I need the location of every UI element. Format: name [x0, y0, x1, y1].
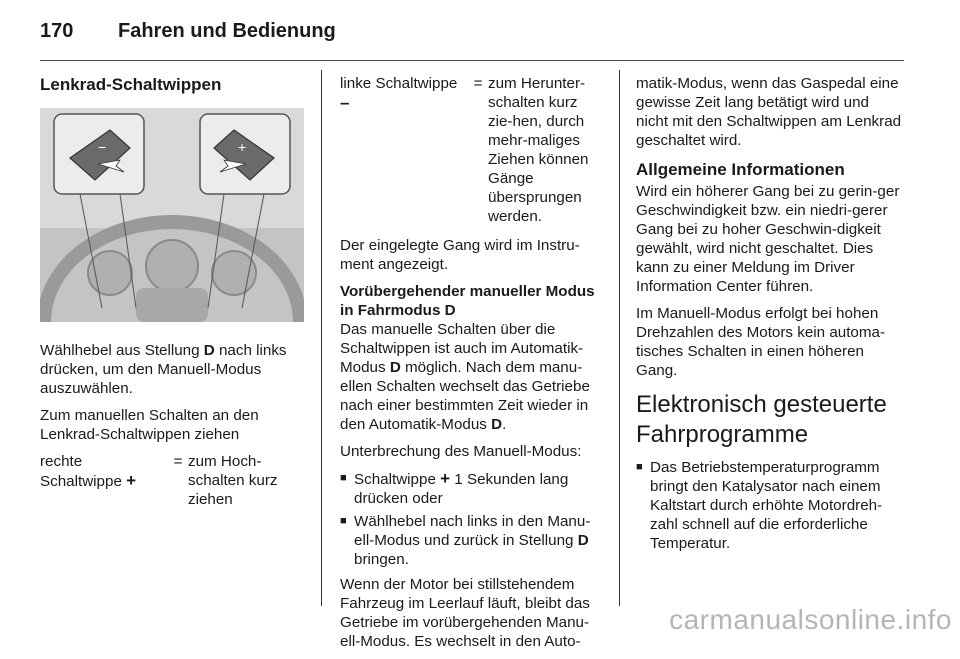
section-heading-paddles: Lenkrad-Schaltwippen	[40, 75, 222, 94]
column-divider-2	[619, 70, 620, 606]
header-rule	[40, 60, 904, 61]
paragraph-gear-display: Der eingelegte Gang wird im Instru-ment angezeigt.	[340, 237, 580, 273]
list-item: ■ Das Betriebstemperaturprogramm bringt den Katalysator nach einem Kaltstart durch erhöhte Motordreh-zahl schnell auf die erforderliche Temperatur.	[636, 458, 904, 553]
column-3	[636, 74, 904, 559]
paragraph-temporary-manual: Das manuelle Schalten über die Schaltwippen ist auch im Automatik-Modus D möglich. Nach dem manu-ellen Schalten wechselt das Getriebe nach einer bestimmten Zeit wieder in den Automatik-Modus D.	[340, 321, 590, 433]
column-divider-1	[321, 70, 322, 606]
column-1	[40, 74, 304, 519]
programs-list	[636, 458, 904, 553]
definition-right-paddle: rechte Schaltwippe + = zum Hoch-schalten kurz ziehen	[40, 453, 278, 508]
definition-left-paddle: linke Schaltwippe – = zum Herunter-schalten kurz zie-hen, durch mehr-maliges Ziehen können Gänge übersprungen werden.	[340, 75, 589, 225]
watermark: carmanualsonline.info	[669, 604, 952, 635]
paragraph-interrupt: Unterbrechung des Manuell-Modus:	[340, 443, 582, 460]
paragraph-automatic-continued: matik-Modus, wenn das Gaspedal eine gewisse Zeit lang betätigt wird und nicht mit den Schaltwippen am Lenkrad geschaltet wird.	[636, 75, 902, 149]
paragraph-select-manual: Wählhebel aus Stellung D nach links drücken, um den Manuell-Modus auszuwählen.	[40, 342, 287, 397]
list-item: ■ Wählhebel nach links in den Manu-ell-Modus und zurück in Stellung D bringen.	[340, 512, 602, 569]
section-heading-programs: Elektronisch gesteuerte Fahrprogramme	[636, 391, 887, 448]
paragraph-general-1: Wird ein höherer Gang bei zu gerin-ger Geschwindigkeit bzw. ein niedri-gerer Gang bei zu hoher Geschwin-digkeit gewählt, wird nicht geschaltet. Dies kann zu einer Meldung im Driver Information Center führen.	[636, 183, 900, 295]
list-item: ■ Schaltwippe + 1 Sekunden lang drücken oder	[340, 469, 602, 508]
page-header	[40, 20, 336, 44]
paddle-minus-label: −	[98, 139, 107, 155]
steering-wheel-paddles-figure	[40, 108, 304, 322]
interrupt-list	[340, 469, 602, 569]
paragraph-idle: Wenn der Motor bei stillstehendem Fahrzeug im Leerlauf läuft, bleibt das Getriebe im vorübergehenden Manu-ell-Modus. Es wechselt in den Auto-	[340, 576, 590, 650]
paragraph-shift-instruction: Zum manuellen Schalten an den Lenkrad-Schaltwippen ziehen	[40, 407, 259, 443]
page-title: Fahren und Bedienung	[118, 20, 336, 42]
subheading-temporary-manual: Vorübergehender manueller Modus in Fahrmodus D	[340, 283, 595, 319]
plus-icon: +	[126, 471, 137, 490]
column-2	[340, 74, 602, 659]
paddle-plus-label: +	[238, 139, 247, 155]
paragraph-general-2: Im Manuell-Modus erfolgt bei hohen Drehzahlen des Motors kein automa-tisches Schalten in einen höheren Gang.	[636, 305, 886, 379]
minus-icon: –	[340, 93, 350, 112]
page-number: 170	[40, 20, 74, 42]
plus-icon: +	[440, 469, 451, 488]
section-heading-general: Allgemeine Informationen	[636, 160, 845, 179]
